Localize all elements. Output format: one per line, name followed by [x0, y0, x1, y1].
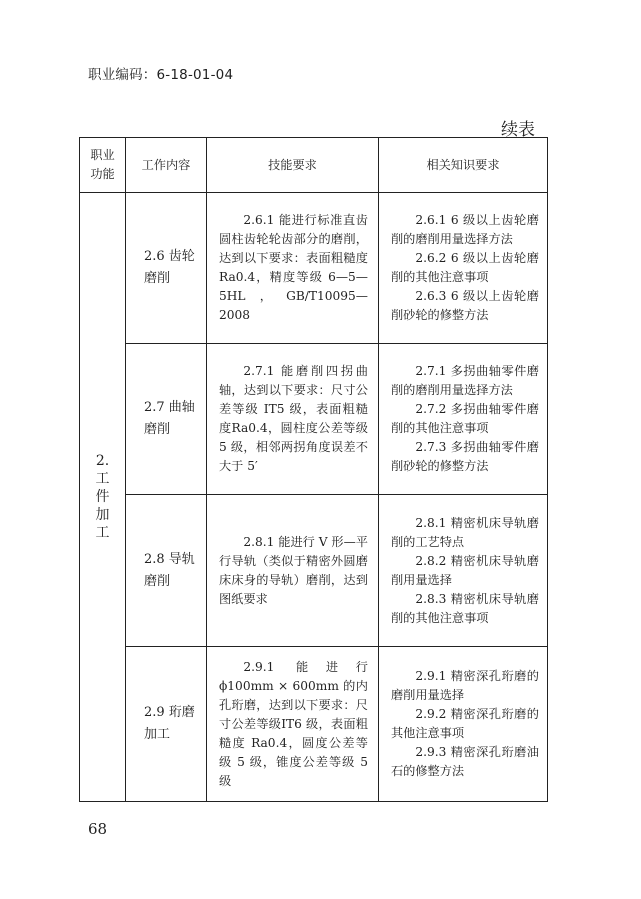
header-function-line: 功能 [90, 167, 115, 181]
function-char: 工 [95, 470, 110, 487]
knowledge-item: 2.7.2 多拐曲轴零件磨削的其他注意事项 [391, 402, 539, 435]
header-knowledge-requirements: 相关知识要求 [379, 138, 548, 193]
work-content: 2.7 曲轴磨削 [126, 344, 207, 495]
skill-text: 2.6.1 能进行标准直齿圆柱齿轮轮齿部分的磨削，达到以下要求：表面粗糙度Ra0.4，精度等级 6—5—5HL，GB/T10095—2008 [219, 213, 368, 322]
knowledge-item: 2.7.3 多拐曲轴零件磨削砂轮的修整方法 [391, 440, 539, 473]
skill-text: 2.8.1 能进行 V 形—平行导轨（类似于精密外圆磨床床身的导轨）磨削，达到图纸要求 [219, 534, 368, 606]
knowledge-requirement [379, 344, 548, 495]
header-function [80, 138, 126, 193]
table-row [80, 495, 548, 647]
function-char: 加 [95, 506, 110, 523]
skill-text: 2.7.1 能磨削四拐曲轴，达到以下要求：尺寸公差等级 IT5 级，表面粗糙度Ra0.4，圆柱度公差等级 5 级，相邻两拐角度误差不大于 5′ [219, 364, 368, 473]
skills-table [79, 137, 548, 802]
function-char: 工 [95, 524, 110, 541]
work-content: 2.9 珩磨加工 [126, 647, 207, 802]
knowledge-item: 2.9.3 精密深孔珩磨油石的修整方法 [391, 745, 539, 778]
knowledge-requirement [379, 193, 548, 344]
function-char: 件 [95, 488, 110, 505]
knowledge-requirement [379, 647, 548, 802]
knowledge-item: 2.6.3 6 级以上齿轮磨削砂轮的修整方法 [391, 289, 539, 322]
knowledge-item: 2.9.1 精密深孔珩磨的磨削用量选择 [391, 669, 539, 702]
skill-text: 2.9.1 能进行 ϕ100mm × 600mm 的内孔珩磨，达到以下要求：尺寸公差等级IT6 级，表面粗糙度 Ra0.4，圆度公差等级 5 级，锥度公差等级 5 级 [219, 659, 368, 788]
header-function-line: 职业 [90, 148, 115, 162]
skill-requirement [207, 193, 379, 344]
knowledge-item: 2.8.2 精密机床导轨磨削用量选择 [391, 553, 539, 587]
occupation-code: 职业编码：6-18-01-04 [88, 67, 234, 83]
skill-requirement [207, 344, 379, 495]
continued-label: 续表 [501, 120, 535, 140]
header-skill-requirements: 技能要求 [207, 138, 379, 193]
table-row [80, 647, 548, 802]
knowledge-item: 2.8.3 精密机床导轨磨削的其他注意事项 [391, 591, 539, 625]
knowledge-item: 2.6.1 6 级以上齿轮磨削的磨削用量选择方法 [391, 213, 539, 246]
function-number: 2. [95, 452, 110, 469]
knowledge-item: 2.7.1 多拐曲轴零件磨削的磨削用量选择方法 [391, 364, 539, 397]
knowledge-item: 2.9.2 精密深孔珩磨的其他注意事项 [391, 707, 539, 740]
table-header-row [80, 138, 548, 193]
table-row [80, 344, 548, 495]
skill-requirement [207, 647, 379, 802]
header-work-content: 工作内容 [126, 138, 207, 193]
knowledge-item: 2.8.1 精密机床导轨磨削的工艺特点 [391, 515, 539, 549]
work-content: 2.8 导轨磨削 [126, 495, 207, 647]
knowledge-item: 2.6.2 6 级以上齿轮磨削的其他注意事项 [391, 251, 539, 284]
function-cell [80, 193, 126, 802]
knowledge-requirement [379, 495, 548, 647]
skill-requirement [207, 495, 379, 647]
table-row [80, 193, 548, 344]
page-number: 68 [88, 820, 108, 838]
work-content: 2.6 齿轮磨削 [126, 193, 207, 344]
